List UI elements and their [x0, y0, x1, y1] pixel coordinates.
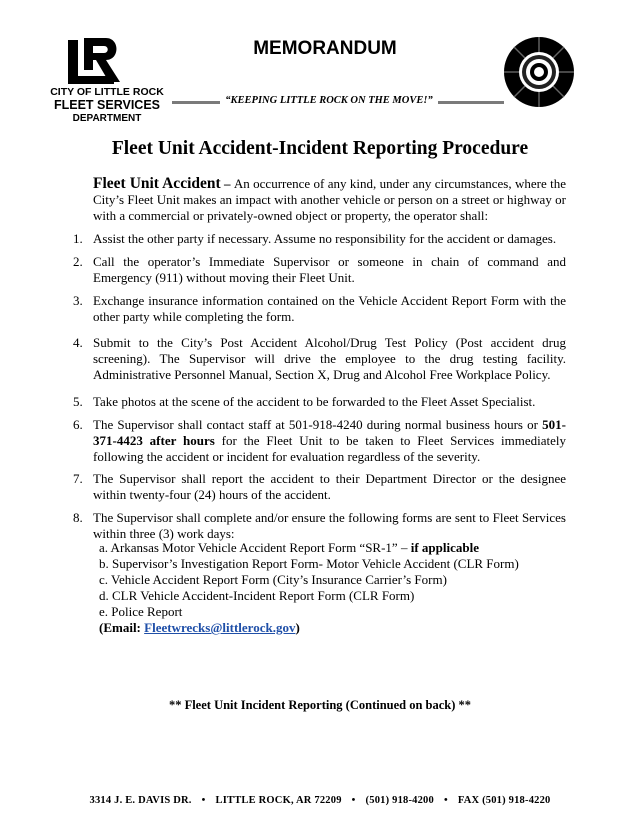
memo-title: MEMORANDUM — [253, 38, 397, 59]
org-name-line3: DEPARTMENT — [72, 113, 142, 124]
sub-list-item: d. CLR Vehicle Accident-Incident Report Form (CLR Form) — [99, 588, 415, 603]
intro-lead: Fleet Unit Accident — [93, 175, 221, 192]
page-title: Fleet Unit Accident-Incident Reporting Procedure — [111, 138, 529, 159]
divider-left — [172, 101, 220, 104]
lr-logo-icon — [66, 36, 124, 86]
city-logo — [42, 36, 172, 128]
continued-note: ** Fleet Unit Incident Reporting (Continued on back) ** — [168, 698, 472, 712]
tire-wheel-icon — [503, 36, 575, 108]
sub-list-item: e. Police Report — [99, 604, 183, 619]
sub-list-item: c. Vehicle Accident Report Form (City’s Insurance Carrier’s Form) — [99, 572, 447, 587]
email-line: (Email: Fleetwrecks@littlerock.gov) — [99, 620, 300, 635]
intro-dash: – — [220, 176, 234, 191]
footer-address: 3314 J. E. DAVIS DR. • LITTLE ROCK, AR 72209 • (501) 918-4200 • FAX (501) 918-4220 — [89, 795, 551, 806]
sub-list-item: b. Supervisor’s Investigation Report Form- Motor Vehicle Accident (CLR Form) — [99, 556, 519, 571]
intro-text: An occurrence of any kind, under any circumstances, where the City’s Fleet Unit makes an impact with another vehicle or person on a street or highway or with a commercial or privately-owned object or property, the operator shall: — [93, 176, 566, 223]
divider-right — [438, 101, 504, 104]
email-link[interactable]: Fleetwrecks@littlerock.gov — [144, 620, 296, 635]
org-name-line2: FLEET SERVICES — [53, 98, 161, 112]
slogan: “KEEPING LITTLE ROCK ON THE MOVE!” — [225, 95, 433, 106]
intro-paragraph — [93, 176, 566, 224]
org-name-line1: CITY OF LITTLE ROCK — [50, 86, 164, 98]
sub-list-item: a. Arkansas Motor Vehicle Accident Report Form “SR-1” – if applicable — [99, 540, 479, 555]
